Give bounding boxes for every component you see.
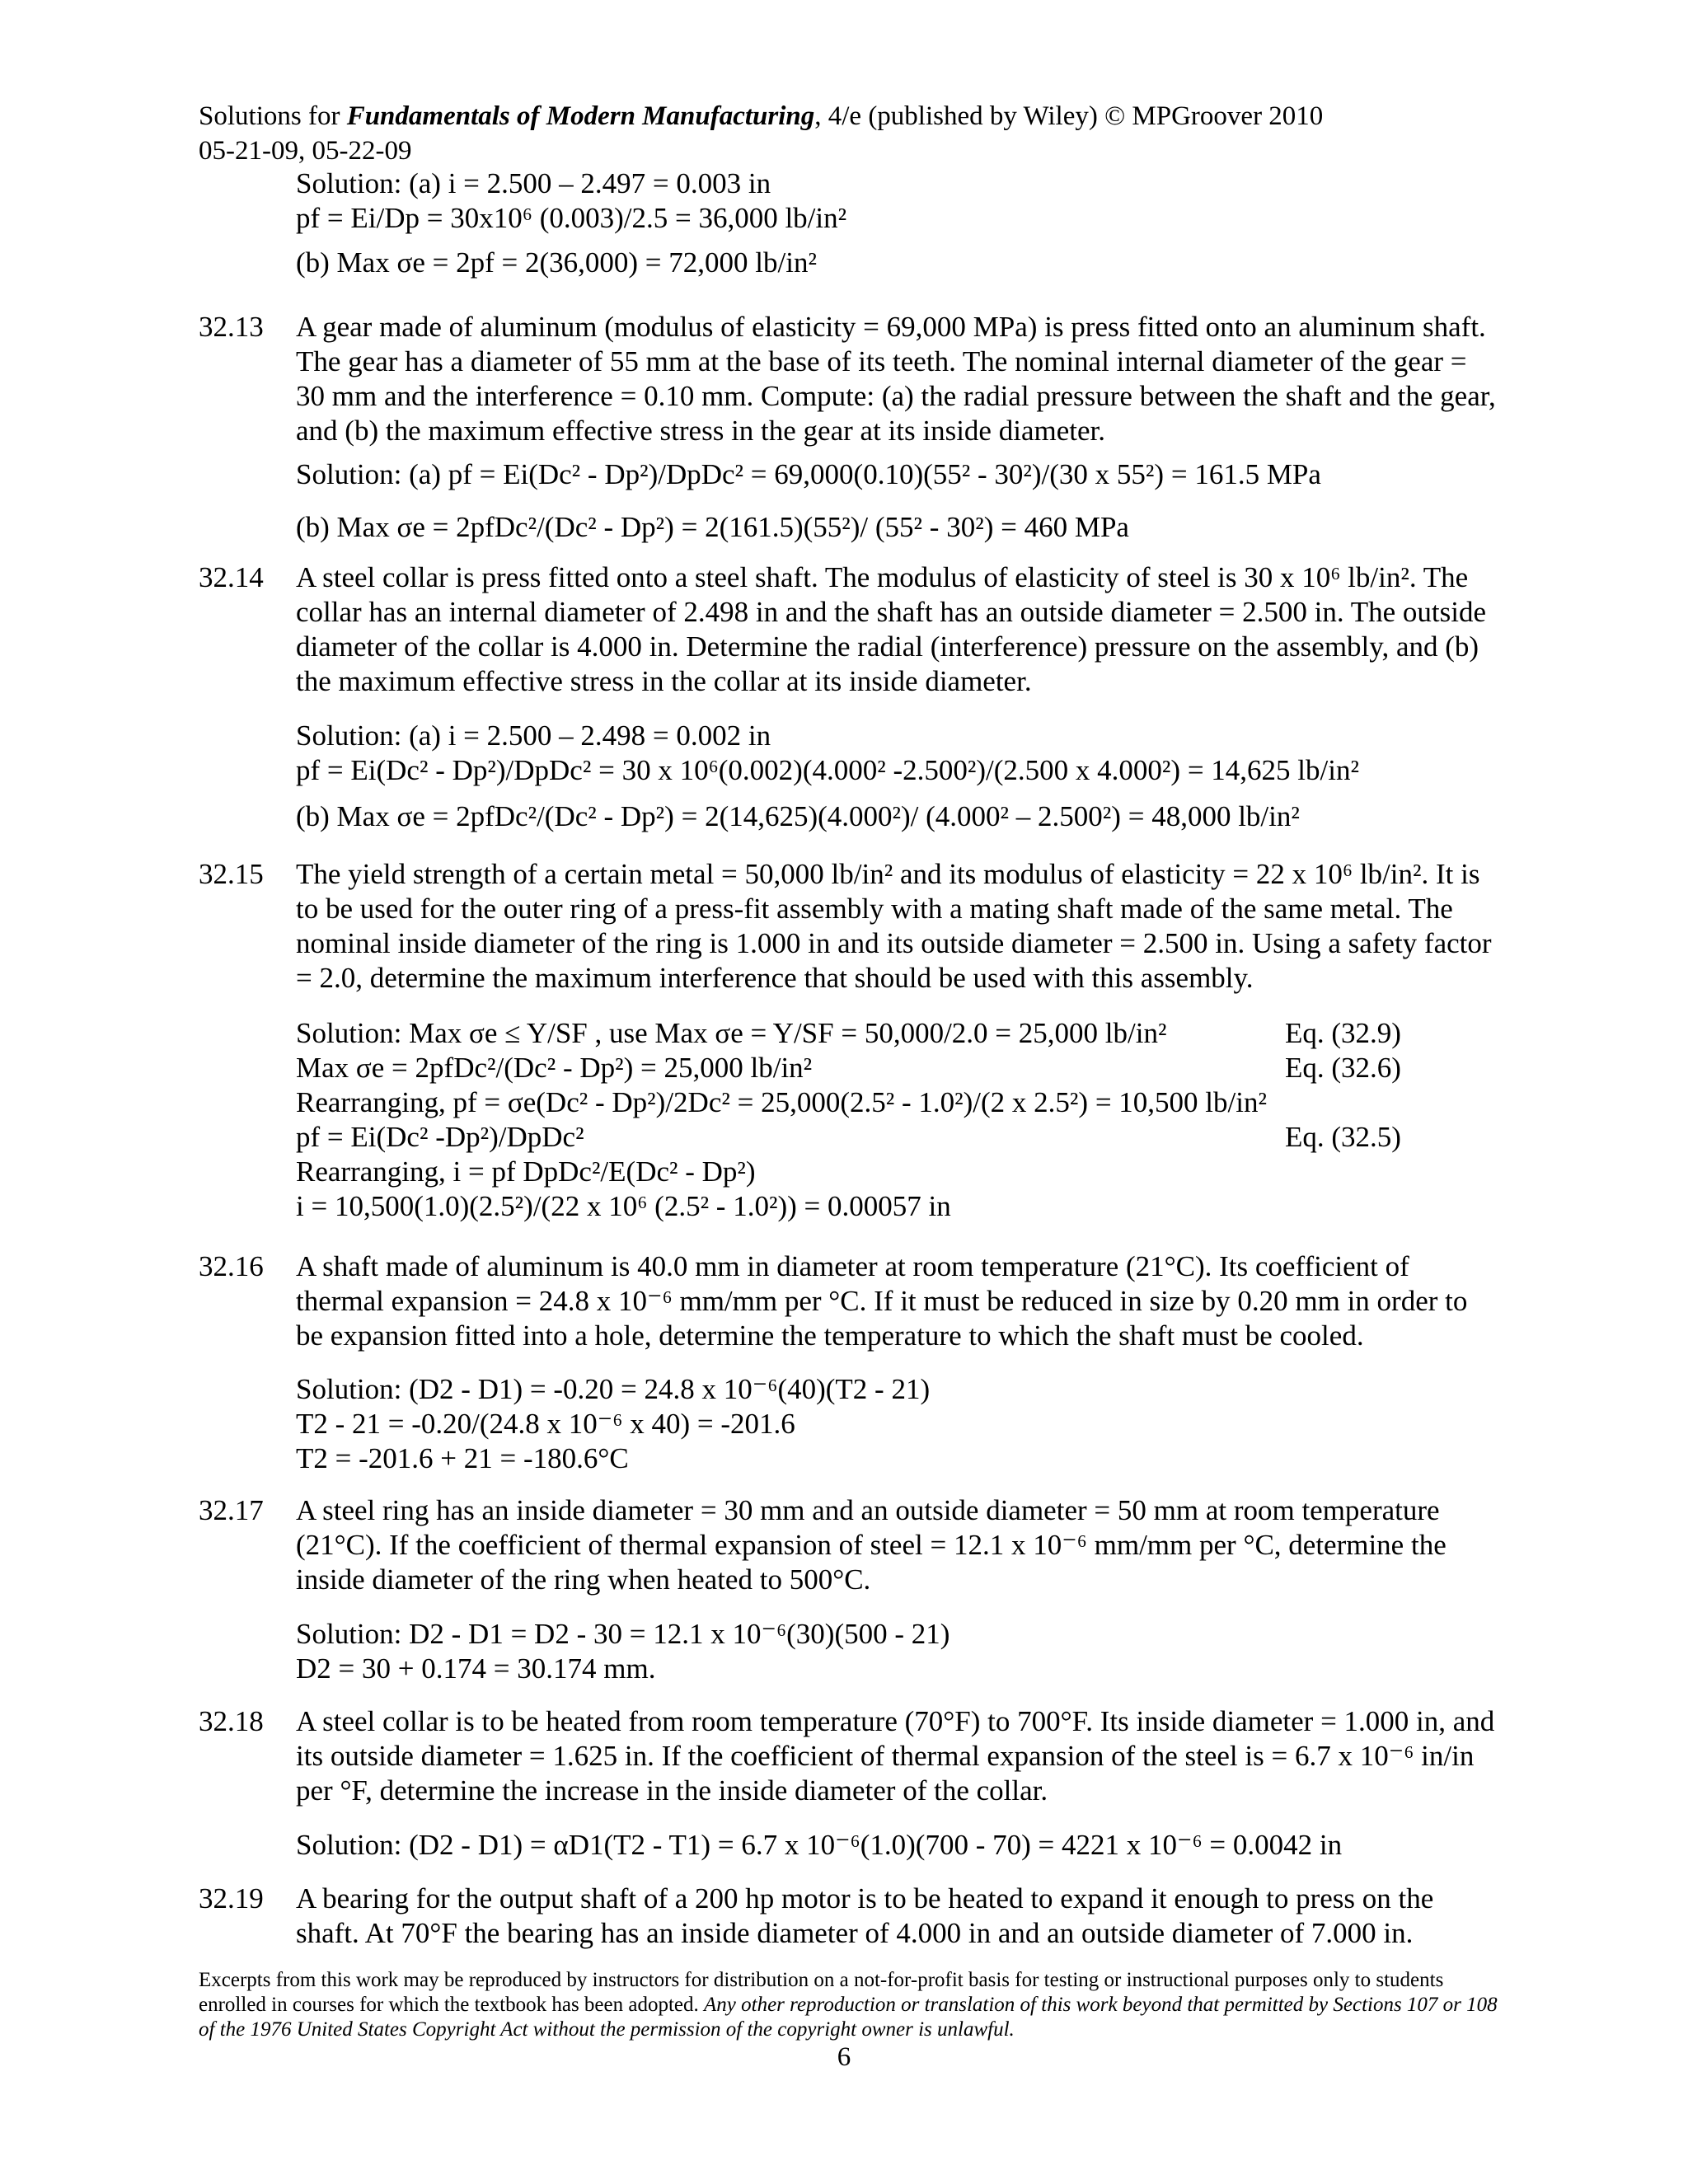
problem-statement: A steel collar is to be heated from room temperature (70°F) to 700°F. Its inside diameter = 1.000 in, and its outside diameter = 1.625 in. If the coefficient of thermal expansion of the steel is = 6.7 x 10⁻⁶ in/in per °F, determine the increase in the inside diameter of the collar.: [296, 1705, 1495, 1807]
solution-line: Solution: (D2 - D1) = αD1(T2 - T1) = 6.7 x 10⁻⁶(1.0)(700 - 70) = 4221 x 10⁻⁶ = 0.0042 in: [296, 1829, 1343, 1861]
problem-statement: A steel ring has an inside diameter = 30 mm and an outside diameter = 50 mm at room temperature (21°C). If the coefficient of thermal expansion of steel = 12.1 x 10⁻⁶ mm/mm per °C, determine the inside diameter of the ring when heated to 500°C.: [296, 1494, 1447, 1596]
solution-32-17: [296, 1617, 1499, 1686]
solution-line: T2 = -201.6 + 21 = -180.6°C: [296, 1442, 629, 1474]
solution-line: pf = Ei(Dc² - Dp²)/DpDc² = 30 x 10⁶(0.002)(4.000² -2.500²)/(2.500 x 4.000²) = 14,625 lb/in²: [296, 754, 1359, 786]
problem-number: 32.18: [199, 1705, 264, 1737]
solution-line: [296, 1120, 1499, 1155]
equation-reference: Eq. (32.9): [1285, 1017, 1401, 1049]
solution-line: Solution: (D2 - D1) = -0.20 = 24.8 x 10⁻⁶(40)(T2 - 21): [296, 1373, 931, 1405]
equation-reference: Eq. (32.5): [1285, 1121, 1401, 1153]
solution-text: pf = Ei(Dc² -Dp²)/DpDc²: [296, 1121, 584, 1153]
copyright-italic-text: Any other reproduction or translation of this work beyond that permitted by Sections 107 or 108 of the 1976 United States Copyright Act without the permission of the copyright owner is unlawful.: [199, 1994, 1498, 2041]
solution-32-15: [296, 1016, 1499, 1224]
solution-32-12: [296, 166, 1499, 280]
problem-statement: A bearing for the output shaft of a 200 hp motor is to be heated to expand it enough to press on the shaft. At 70°F the bearing has an inside diameter of 4.000 in and an outside diameter of 7.000 in.: [296, 1882, 1434, 1949]
problem-number: 32.17: [199, 1494, 264, 1526]
solution-32-18: [296, 1828, 1499, 1863]
solution-text: Solution: Max σe ≤ Y/SF , use Max σe = Y/SF = 50,000/2.0 = 25,000 lb/in²: [296, 1017, 1167, 1049]
problem-statement: A steel collar is press fitted onto a steel shaft. The modulus of elasticity of steel is 30 x 10⁶ lb/in². The collar has an internal diameter of 2.498 in and the shaft has an outside diameter = 2.500 in. The outside diameter of the collar is 4.000 in. Determine the radial (interference) pressure on the assembly, and (b) the maximum effective stress in the collar at its inside diameter.: [296, 561, 1486, 697]
solution-line: [296, 1051, 1499, 1085]
solution-line: (b) Max σe = 2pfDc²/(Dc² - Dp²) = 2(161.5)(55²)/ (55² - 30²) = 460 MPa: [296, 511, 1129, 543]
solution-line: D2 = 30 + 0.174 = 30.174 mm.: [296, 1652, 656, 1685]
solution-line: Rearranging, pf = σe(Dc² - Dp²)/2Dc² = 25,000(2.5² - 1.0²)/(2 x 2.5²) = 10,500 lb/in²: [296, 1086, 1267, 1118]
problem-number: 32.15: [199, 858, 264, 890]
solution-line: T2 - 21 = -0.20/(24.8 x 10⁻⁶ x 40) = -201.6: [296, 1408, 795, 1440]
solution-line: Solution: (a) i = 2.500 – 2.498 = 0.002 in: [296, 719, 771, 752]
page-number: 6: [837, 2042, 851, 2072]
page-header: [199, 99, 1323, 168]
solution-32-14: [296, 719, 1499, 834]
header-prefix: Solutions for: [199, 101, 347, 131]
problem-statement: A shaft made of aluminum is 40.0 mm in diameter at room temperature (21°C). Its coefficient of thermal expansion = 24.8 x 10⁻⁶ mm/mm per °C. If it must be reduced in size by 0.20 mm in order to be expansion fitted into a hole, determine the temperature to which the shaft must be cooled.: [296, 1250, 1468, 1352]
solution-line: Solution: D2 - D1 = D2 - 30 = 12.1 x 10⁻⁶(30)(500 - 21): [296, 1618, 950, 1650]
problem-number: 32.14: [199, 561, 264, 593]
solution-line: Rearranging, i = pf DpDc²/E(Dc² - Dp²): [296, 1155, 756, 1188]
solution-line: pf = Ei/Dp = 30x10⁶ (0.003)/2.5 = 36,000 lb/in²: [296, 202, 847, 234]
solution-line: i = 10,500(1.0)(2.5²)/(22 x 10⁶ (2.5² - 1.0²)) = 0.00057 in: [296, 1190, 951, 1222]
solution-line: (b) Max σe = 2pfDc²/(Dc² - Dp²) = 2(14,625)(4.000²)/ (4.000² – 2.500²) = 48,000 lb/in²: [296, 800, 1300, 832]
header-suffix: , 4/e (published by Wiley) © MPGroover 2010: [814, 101, 1324, 131]
solution-text: Max σe = 2pfDc²/(Dc² - Dp²) = 25,000 lb/in²: [296, 1052, 813, 1084]
solution-32-16: [296, 1372, 1499, 1476]
solution-line: Solution: (a) pf = Ei(Dc² - Dp²)/DpDc² = 69,000(0.10)(55² - 30²)/(30 x 55²) = 161.5 MPa: [296, 458, 1321, 490]
solution-line: (b) Max σe = 2pf = 2(36,000) = 72,000 lb/in²: [296, 246, 817, 279]
header-dates: 05-21-09, 05-22-09: [199, 136, 412, 166]
problem-statement: A gear made of aluminum (modulus of elasticity = 69,000 MPa) is press fitted onto an aluminum shaft. The gear has a diameter of 55 mm at the base of its teeth. The nominal internal diameter of the gear = 30 mm and the interference = 0.10 mm. Compute: (a) the radial pressure between the shaft and the gear, and (b) the maximum effective stress in the gear at its inside diameter.: [296, 311, 1496, 447]
book-title: Fundamentals of Modern Manufacturing: [346, 101, 815, 131]
problem-number: 32.13: [199, 311, 264, 343]
solution-line: Solution: (a) i = 2.500 – 2.497 = 0.003 in: [296, 167, 771, 199]
equation-reference: Eq. (32.6): [1285, 1052, 1401, 1084]
solution-32-13: [296, 457, 1499, 545]
copyright-notice: [199, 1968, 1501, 2042]
copyright-text: Excerpts from this work may be reproduced by instructors for distribution on a not-for-profit basis for testing or instructional purposes only to students enrolled in courses for which the textbook has been adopted.: [199, 1969, 1444, 2016]
problem-number: 32.16: [199, 1250, 264, 1282]
problem-statement: The yield strength of a certain metal = 50,000 lb/in² and its modulus of elasticity = 22 x 10⁶ lb/in². It is to be used for the outer ring of a press-fit assembly with a mating shaft made of the same metal. The nominal inside diameter of the ring is 1.000 in and its outside diameter = 2.500 in. Using a safety factor = 2.0, determine the maximum interference that should be used with this assembly.: [296, 858, 1492, 994]
solution-line: [296, 1016, 1499, 1051]
problem-number: 32.19: [199, 1882, 264, 1915]
